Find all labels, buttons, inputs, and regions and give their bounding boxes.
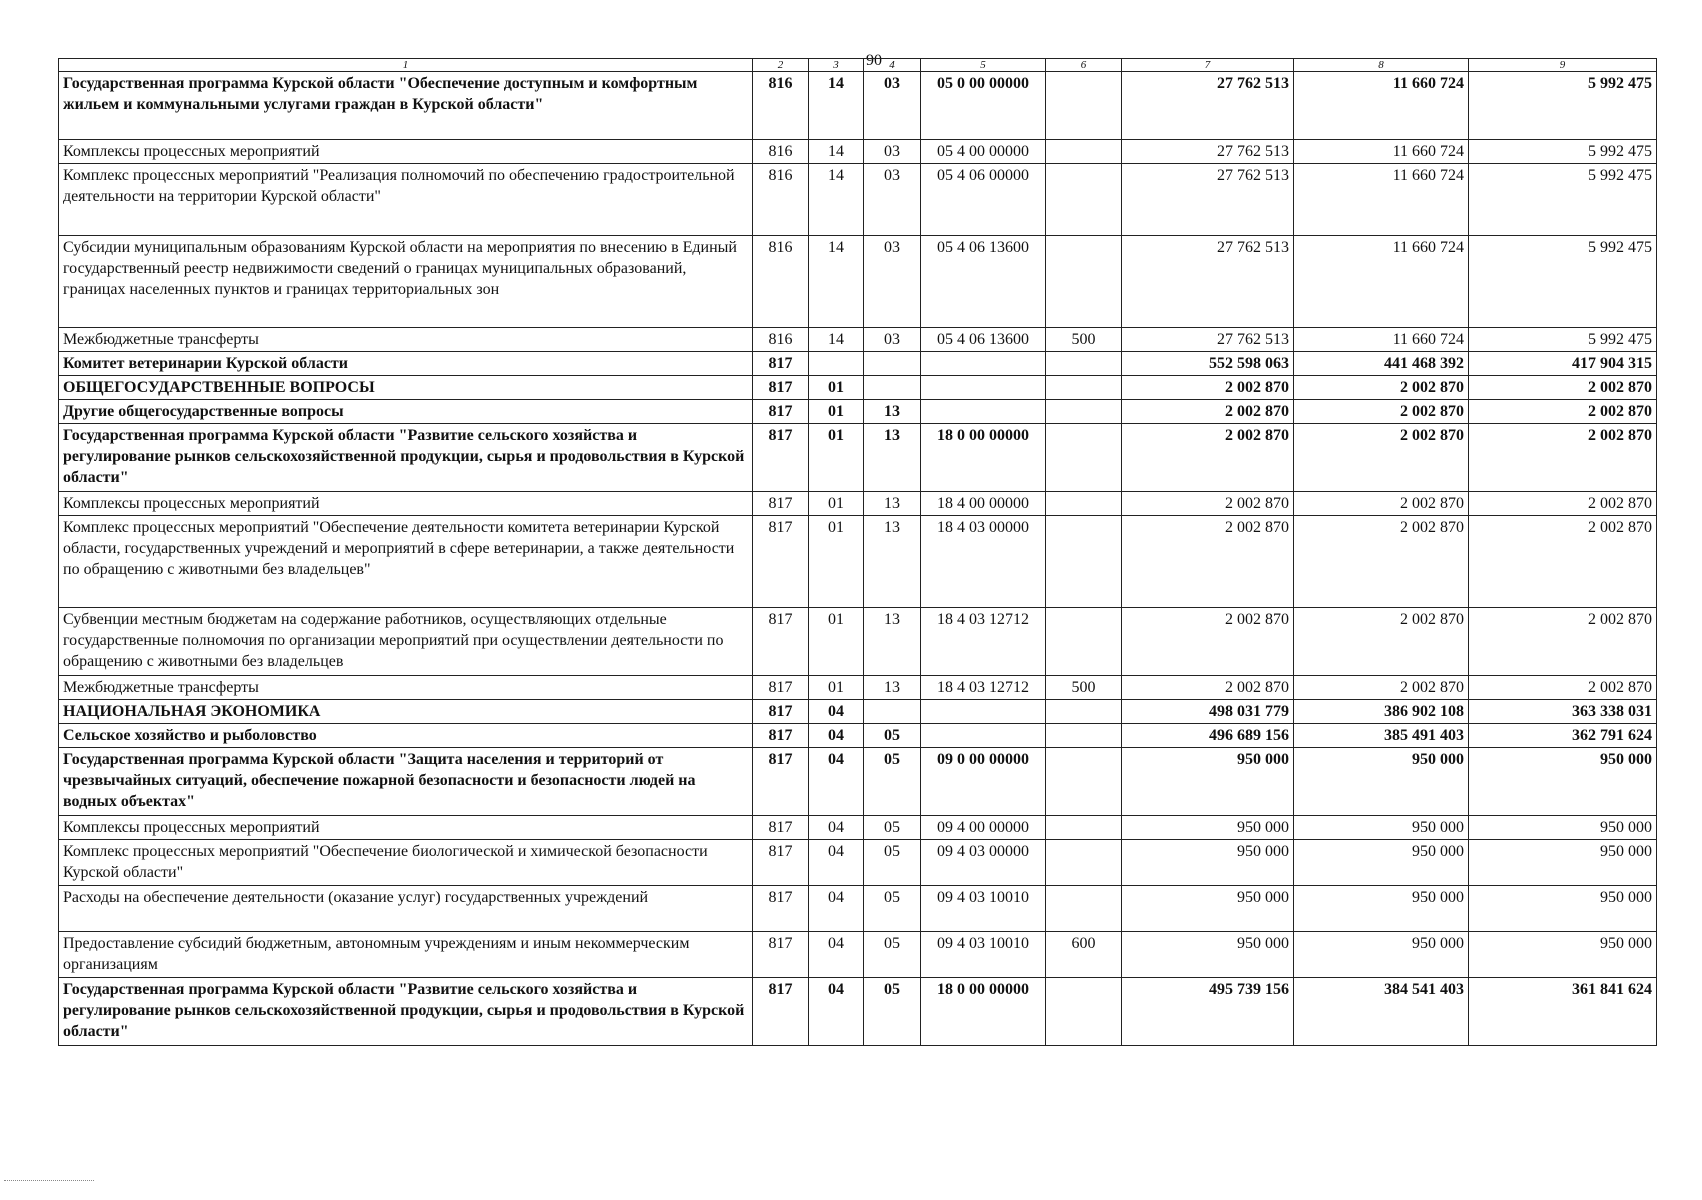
row-code-subsection: 05 (864, 748, 921, 816)
table-row (59, 676, 1657, 700)
row-name: Государственная программа Курской области "Развитие сельского хозяйства и регулирование рынков сельскохозяйственной продукции, сырья и продовольствия в Курской области" (59, 424, 753, 492)
row-code-target: 09 0 00 00000 (921, 748, 1046, 816)
table-row (59, 236, 1657, 328)
row-name: Другие общегосударственные вопросы (59, 400, 753, 424)
row-amount-2: 950 000 (1294, 840, 1469, 886)
row-code-expense (1046, 516, 1122, 608)
row-code-target: 18 0 00 00000 (921, 424, 1046, 492)
row-code-admin: 817 (753, 724, 809, 748)
row-name: Комплекс процессных мероприятий "Обеспечение биологической и химической безопасности Курской области" (59, 840, 753, 886)
row-code-target: 09 4 03 00000 (921, 840, 1046, 886)
row-amount-3: 417 904 315 (1469, 352, 1657, 376)
col-num-9: 9 (1469, 59, 1657, 72)
row-code-subsection: 13 (864, 424, 921, 492)
row-amount-3: 363 338 031 (1469, 700, 1657, 724)
row-name: Комплекс процессных мероприятий "Обеспечение деятельности комитета ветеринарии Курской области, государственных учреждений и мероприятий в сфере ветеринарии, а также деятельности по обращению с животными без владельцев" (59, 516, 753, 608)
table-row (59, 424, 1657, 492)
row-code-admin: 817 (753, 816, 809, 840)
row-code-target: 18 4 03 00000 (921, 516, 1046, 608)
row-amount-2: 11 660 724 (1294, 140, 1469, 164)
row-code-expense (1046, 886, 1122, 932)
row-code-target: 05 4 00 00000 (921, 140, 1046, 164)
row-code-admin: 816 (753, 328, 809, 352)
row-code-target (921, 352, 1046, 376)
row-name: Комитет ветеринарии Курской области (59, 352, 753, 376)
row-amount-2: 2 002 870 (1294, 676, 1469, 700)
table-row (59, 328, 1657, 352)
budget-table (58, 58, 1657, 1046)
row-code-admin: 817 (753, 748, 809, 816)
row-amount-3: 5 992 475 (1469, 236, 1657, 328)
row-code-section: 14 (809, 328, 864, 352)
row-code-subsection: 13 (864, 492, 921, 516)
row-amount-3: 950 000 (1469, 932, 1657, 978)
row-code-expense (1046, 72, 1122, 140)
row-code-target (921, 400, 1046, 424)
row-code-section: 01 (809, 516, 864, 608)
table-row (59, 608, 1657, 676)
row-code-subsection: 13 (864, 676, 921, 700)
row-code-subsection: 05 (864, 840, 921, 886)
row-code-expense (1046, 400, 1122, 424)
row-code-admin: 817 (753, 516, 809, 608)
table-row (59, 164, 1657, 236)
row-code-subsection: 13 (864, 516, 921, 608)
row-code-subsection: 03 (864, 164, 921, 236)
row-amount-1: 2 002 870 (1122, 676, 1294, 700)
row-code-expense (1046, 608, 1122, 676)
row-code-admin: 816 (753, 164, 809, 236)
row-name: Сельское хозяйство и рыболовство (59, 724, 753, 748)
row-amount-1: 2 002 870 (1122, 608, 1294, 676)
row-code-section: 04 (809, 932, 864, 978)
row-code-target (921, 700, 1046, 724)
row-code-section: 01 (809, 608, 864, 676)
table-row (59, 700, 1657, 724)
row-amount-1: 950 000 (1122, 816, 1294, 840)
row-code-expense (1046, 816, 1122, 840)
row-amount-1: 27 762 513 (1122, 164, 1294, 236)
row-code-expense (1046, 352, 1122, 376)
row-code-subsection: 03 (864, 140, 921, 164)
row-code-subsection: 03 (864, 236, 921, 328)
table-row (59, 492, 1657, 516)
row-code-section: 01 (809, 676, 864, 700)
row-name: ОБЩЕГОСУДАРСТВЕННЫЕ ВОПРОСЫ (59, 376, 753, 400)
row-amount-2: 2 002 870 (1294, 424, 1469, 492)
row-code-admin: 816 (753, 236, 809, 328)
row-code-section: 04 (809, 978, 864, 1046)
row-code-expense (1046, 724, 1122, 748)
row-amount-2: 2 002 870 (1294, 516, 1469, 608)
page-number: 90 (866, 52, 882, 69)
row-amount-1: 2 002 870 (1122, 516, 1294, 608)
row-amount-1: 2 002 870 (1122, 376, 1294, 400)
row-code-subsection: 03 (864, 328, 921, 352)
row-code-target: 05 4 06 00000 (921, 164, 1046, 236)
row-code-section: 01 (809, 424, 864, 492)
row-name: Межбюджетные трансферты (59, 676, 753, 700)
row-code-expense (1046, 840, 1122, 886)
row-amount-2: 385 491 403 (1294, 724, 1469, 748)
row-amount-2: 11 660 724 (1294, 164, 1469, 236)
row-code-section: 04 (809, 840, 864, 886)
row-code-section: 04 (809, 886, 864, 932)
row-code-section: 01 (809, 492, 864, 516)
row-amount-2: 11 660 724 (1294, 328, 1469, 352)
row-code-expense (1046, 700, 1122, 724)
row-code-admin: 817 (753, 400, 809, 424)
row-code-expense (1046, 424, 1122, 492)
row-code-admin: 817 (753, 492, 809, 516)
row-amount-3: 2 002 870 (1469, 376, 1657, 400)
row-amount-1: 27 762 513 (1122, 236, 1294, 328)
row-name: Межбюджетные трансферты (59, 328, 753, 352)
row-code-target: 05 4 06 13600 (921, 236, 1046, 328)
row-code-expense (1046, 236, 1122, 328)
row-code-expense (1046, 140, 1122, 164)
row-code-expense: 500 (1046, 328, 1122, 352)
row-amount-2: 950 000 (1294, 816, 1469, 840)
row-code-admin: 817 (753, 376, 809, 400)
table-row (59, 748, 1657, 816)
row-code-section: 14 (809, 236, 864, 328)
row-code-expense (1046, 492, 1122, 516)
row-code-section: 04 (809, 724, 864, 748)
row-code-expense: 600 (1046, 932, 1122, 978)
row-name: Государственная программа Курской области "Развитие сельского хозяйства и регулирование рынков сельскохозяйственной продукции, сырья и продовольствия в Курской области" (59, 978, 753, 1046)
row-amount-2: 2 002 870 (1294, 492, 1469, 516)
row-code-target: 09 4 00 00000 (921, 816, 1046, 840)
row-code-section: 01 (809, 400, 864, 424)
row-amount-1: 2 002 870 (1122, 424, 1294, 492)
row-code-subsection: 05 (864, 978, 921, 1046)
row-code-target: 18 4 00 00000 (921, 492, 1046, 516)
row-code-section (809, 352, 864, 376)
row-amount-1: 496 689 156 (1122, 724, 1294, 748)
row-amount-3: 2 002 870 (1469, 676, 1657, 700)
row-code-subsection: 05 (864, 886, 921, 932)
row-code-section: 14 (809, 164, 864, 236)
row-code-section: 14 (809, 140, 864, 164)
col-num-2: 2 (753, 59, 809, 72)
row-code-target: 18 4 03 12712 (921, 608, 1046, 676)
table-row (59, 932, 1657, 978)
col-num-4: 4 (864, 59, 921, 72)
row-amount-1: 552 598 063 (1122, 352, 1294, 376)
column-number-header (59, 59, 1657, 72)
row-name: НАЦИОНАЛЬНАЯ ЭКОНОМИКА (59, 700, 753, 724)
row-code-subsection: 05 (864, 724, 921, 748)
row-name: Государственная программа Курской области "Защита населения и территорий от чрезвычайных ситуаций, обеспечение пожарной безопасности и безопасности людей на водных объектах" (59, 748, 753, 816)
table-row (59, 816, 1657, 840)
row-amount-1: 495 739 156 (1122, 978, 1294, 1046)
row-amount-1: 2 002 870 (1122, 492, 1294, 516)
row-code-admin: 817 (753, 932, 809, 978)
row-code-admin: 817 (753, 700, 809, 724)
table-row (59, 724, 1657, 748)
row-code-subsection: 13 (864, 608, 921, 676)
row-amount-3: 362 791 624 (1469, 724, 1657, 748)
row-code-expense (1046, 376, 1122, 400)
row-code-subsection: 13 (864, 400, 921, 424)
row-amount-2: 2 002 870 (1294, 608, 1469, 676)
row-code-target: 18 0 00 00000 (921, 978, 1046, 1046)
table-row (59, 140, 1657, 164)
row-name: Комплексы процессных мероприятий (59, 140, 753, 164)
row-code-section: 04 (809, 816, 864, 840)
row-amount-3: 361 841 624 (1469, 978, 1657, 1046)
col-num-7: 7 (1122, 59, 1294, 72)
col-num-1: 1 (59, 59, 753, 72)
row-code-target: 09 4 03 10010 (921, 932, 1046, 978)
row-name: Комплексы процессных мероприятий (59, 492, 753, 516)
row-amount-2: 384 541 403 (1294, 978, 1469, 1046)
row-code-subsection (864, 352, 921, 376)
row-amount-2: 2 002 870 (1294, 400, 1469, 424)
row-amount-2: 950 000 (1294, 748, 1469, 816)
row-code-subsection: 03 (864, 72, 921, 140)
row-amount-1: 27 762 513 (1122, 328, 1294, 352)
row-name: Субвенции местным бюджетам на содержание работников, осуществляющих отдельные государственные полномочия по организации мероприятий при осуществлении деятельности по обращению с животными без владельцев (59, 608, 753, 676)
row-amount-2: 386 902 108 (1294, 700, 1469, 724)
row-amount-1: 950 000 (1122, 840, 1294, 886)
row-amount-2: 950 000 (1294, 886, 1469, 932)
row-code-admin: 817 (753, 676, 809, 700)
row-name: Комплекс процессных мероприятий "Реализация полномочий по обеспечению градостроительной деятельности на территории Курской области" (59, 164, 753, 236)
row-name: Субсидии муниципальным образованиям Курской области на мероприятия по внесению в Единый государственный реестр недвижимости сведений о границах муниципальных образований, границах населенных пунктов и границах территориальных зон (59, 236, 753, 328)
row-amount-3: 950 000 (1469, 816, 1657, 840)
row-amount-2: 11 660 724 (1294, 72, 1469, 140)
row-amount-2: 2 002 870 (1294, 376, 1469, 400)
table-row (59, 72, 1657, 140)
row-code-target (921, 376, 1046, 400)
row-amount-2: 441 468 392 (1294, 352, 1469, 376)
row-name: Государственная программа Курской области "Обеспечение доступным и комфортным жильем и коммунальными услугами граждан в Курской области" (59, 72, 753, 140)
row-code-target: 18 4 03 12712 (921, 676, 1046, 700)
row-code-expense (1046, 164, 1122, 236)
row-code-admin: 817 (753, 352, 809, 376)
row-amount-3: 5 992 475 (1469, 164, 1657, 236)
row-amount-3: 950 000 (1469, 886, 1657, 932)
col-num-3: 3 (809, 59, 864, 72)
table-row (59, 978, 1657, 1046)
row-code-expense: 500 (1046, 676, 1122, 700)
row-amount-3: 5 992 475 (1469, 72, 1657, 140)
table-row (59, 516, 1657, 608)
row-code-subsection (864, 376, 921, 400)
row-code-target: 05 0 00 00000 (921, 72, 1046, 140)
col-num-8: 8 (1294, 59, 1469, 72)
row-amount-1: 27 762 513 (1122, 72, 1294, 140)
row-code-subsection: 05 (864, 816, 921, 840)
row-code-admin: 816 (753, 140, 809, 164)
row-amount-1: 950 000 (1122, 886, 1294, 932)
row-code-admin: 817 (753, 840, 809, 886)
row-code-admin: 817 (753, 978, 809, 1046)
row-code-target (921, 724, 1046, 748)
row-code-admin: 817 (753, 424, 809, 492)
col-num-5: 5 (921, 59, 1046, 72)
row-amount-3: 2 002 870 (1469, 492, 1657, 516)
row-code-target: 09 4 03 10010 (921, 886, 1046, 932)
row-amount-3: 950 000 (1469, 840, 1657, 886)
row-amount-3: 2 002 870 (1469, 400, 1657, 424)
row-amount-3: 5 992 475 (1469, 328, 1657, 352)
row-code-subsection (864, 700, 921, 724)
row-code-section: 04 (809, 748, 864, 816)
row-amount-1: 2 002 870 (1122, 400, 1294, 424)
col-num-6: 6 (1046, 59, 1122, 72)
row-code-expense (1046, 748, 1122, 816)
row-code-admin: 817 (753, 886, 809, 932)
row-name: Предоставление субсидий бюджетным, автономным учреждениям и иным некоммерческим организациям (59, 932, 753, 978)
row-amount-3: 2 002 870 (1469, 608, 1657, 676)
row-amount-3: 950 000 (1469, 748, 1657, 816)
row-code-section: 04 (809, 700, 864, 724)
row-code-section: 01 (809, 376, 864, 400)
row-amount-2: 11 660 724 (1294, 236, 1469, 328)
row-code-admin: 817 (753, 608, 809, 676)
row-amount-2: 950 000 (1294, 932, 1469, 978)
row-amount-1: 950 000 (1122, 932, 1294, 978)
row-code-section: 14 (809, 72, 864, 140)
table-row (59, 376, 1657, 400)
row-code-expense (1046, 978, 1122, 1046)
row-amount-1: 498 031 779 (1122, 700, 1294, 724)
row-code-target: 05 4 06 13600 (921, 328, 1046, 352)
table-row (59, 400, 1657, 424)
row-name: Комплексы процессных мероприятий (59, 816, 753, 840)
row-amount-3: 5 992 475 (1469, 140, 1657, 164)
row-amount-3: 2 002 870 (1469, 424, 1657, 492)
row-amount-1: 950 000 (1122, 748, 1294, 816)
row-amount-1: 27 762 513 (1122, 140, 1294, 164)
row-name: Расходы на обеспечение деятельности (оказание услуг) государственных учреждений (59, 886, 753, 932)
table-row (59, 840, 1657, 886)
scan-artifact (4, 1180, 94, 1182)
row-code-admin: 816 (753, 72, 809, 140)
row-code-subsection: 05 (864, 932, 921, 978)
table-row (59, 352, 1657, 376)
row-amount-3: 2 002 870 (1469, 516, 1657, 608)
table-row (59, 886, 1657, 932)
